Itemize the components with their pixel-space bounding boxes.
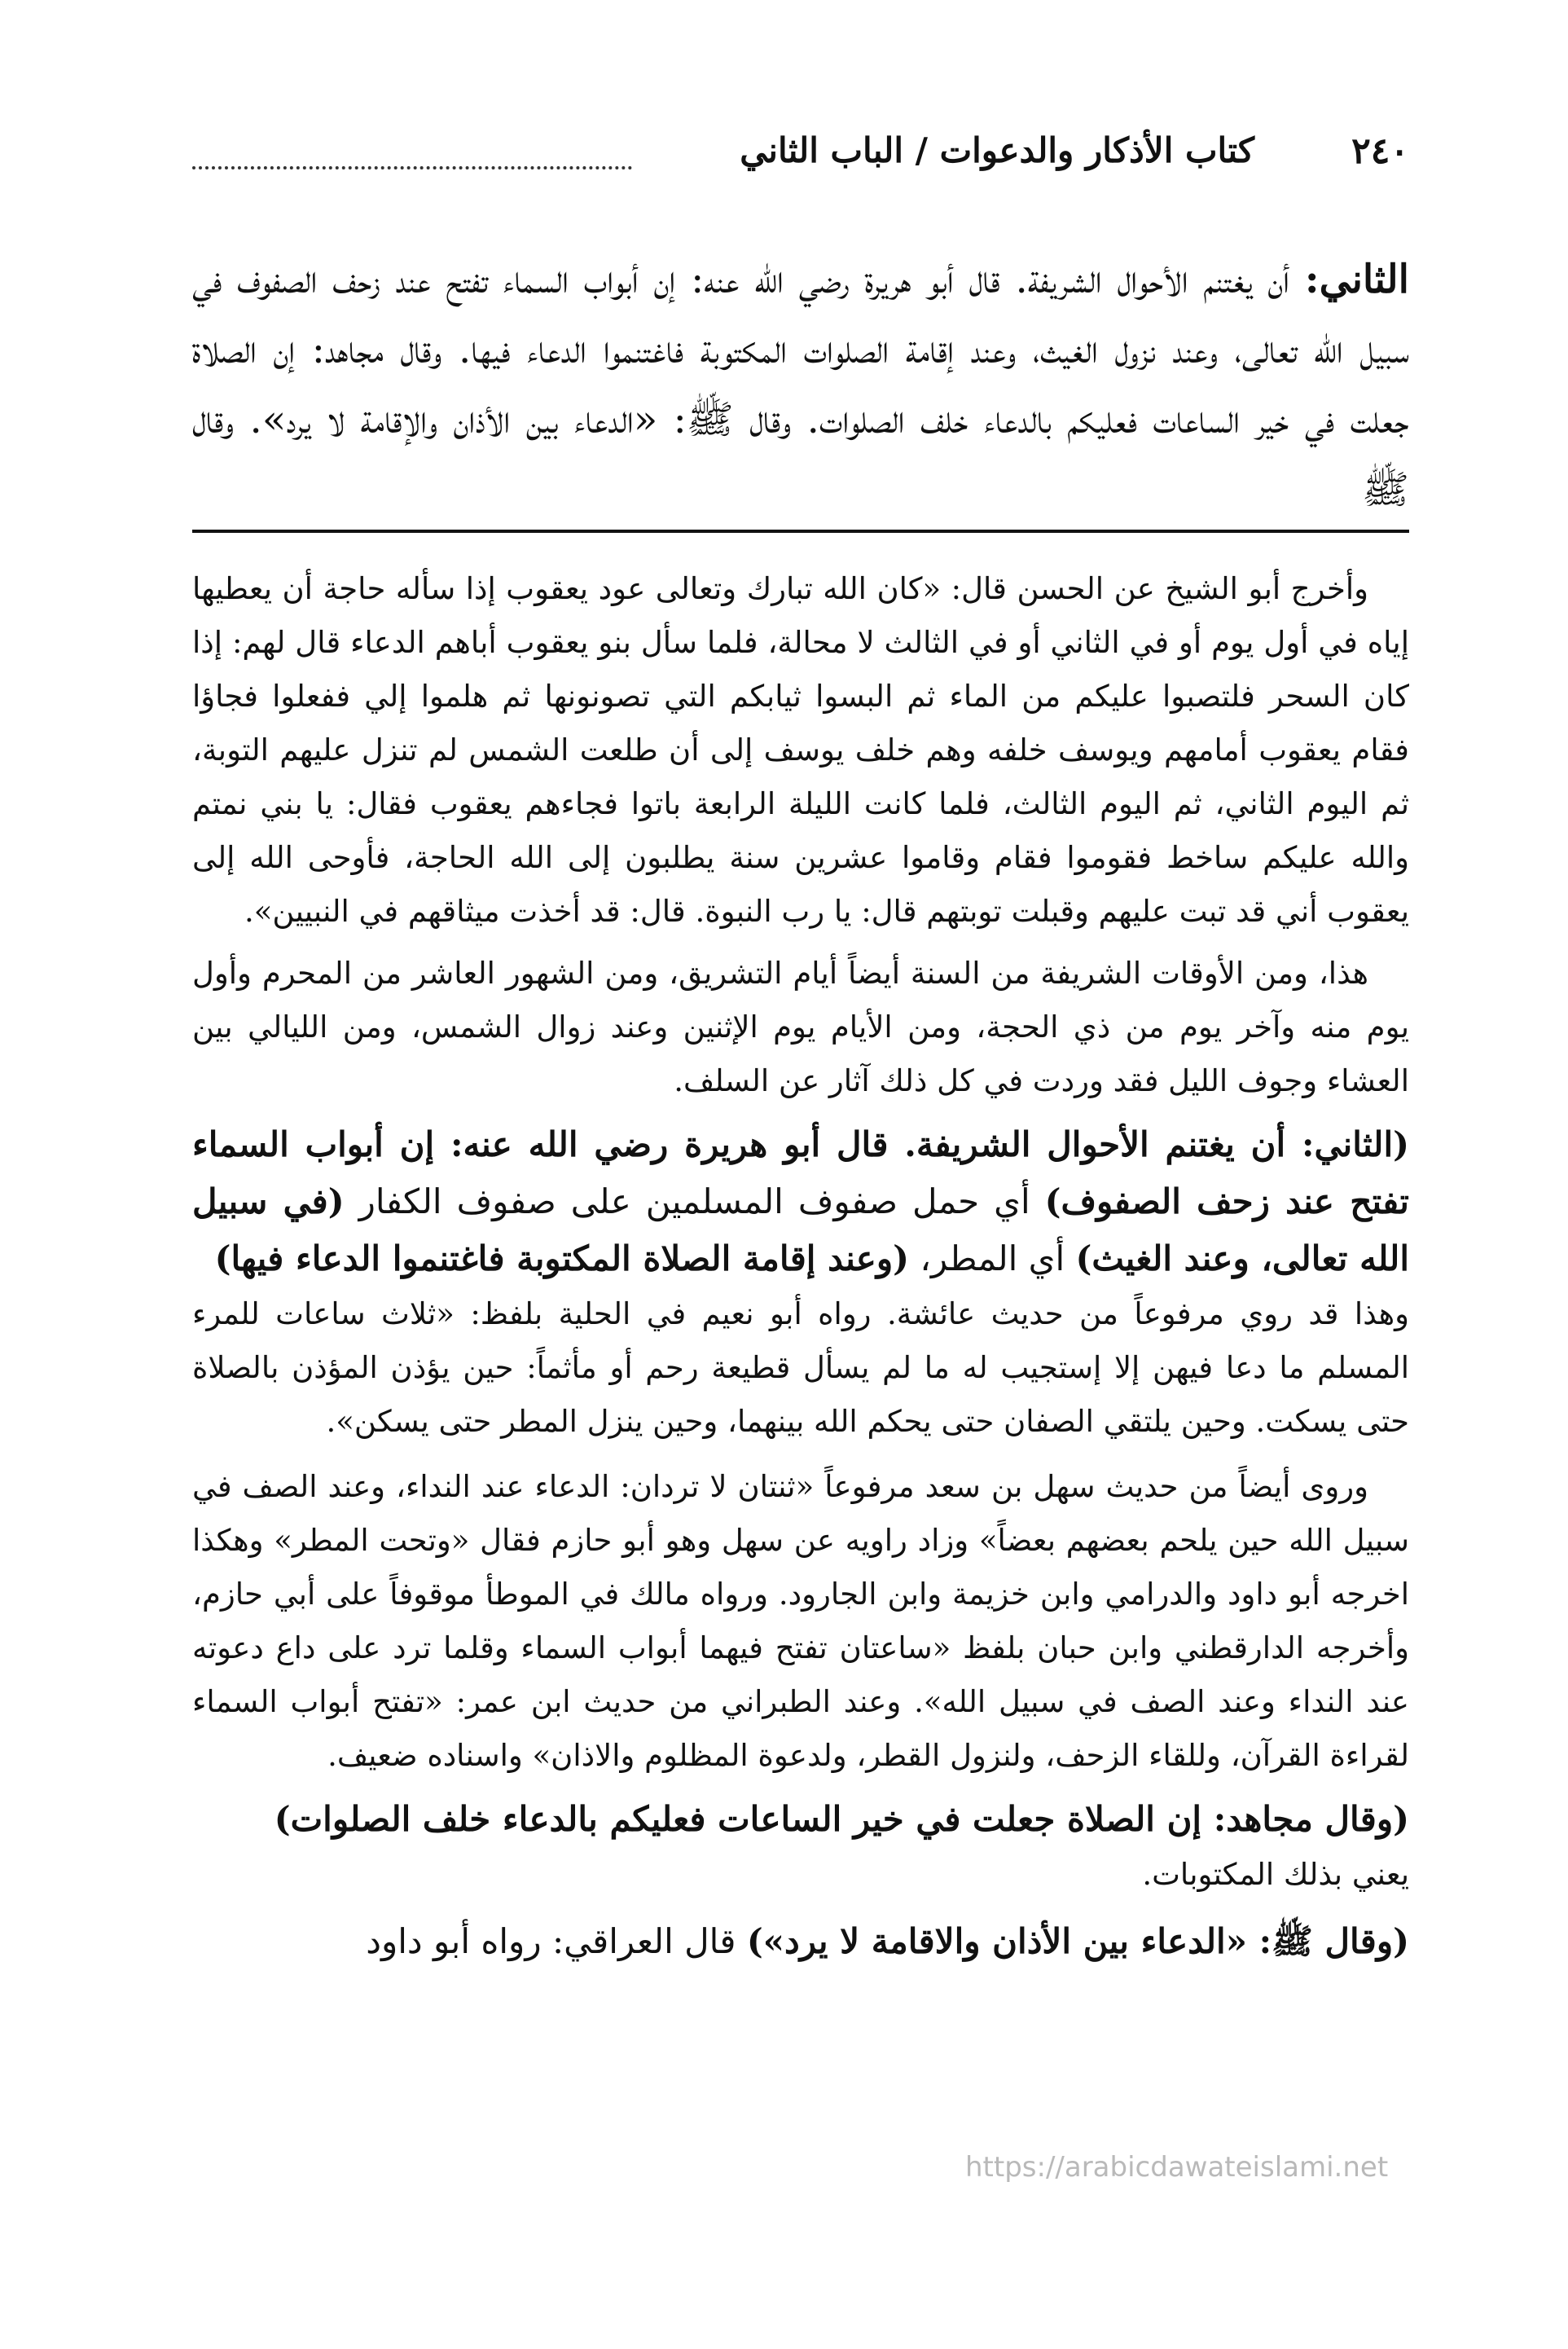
quoted-passage-2: (وقال مجاهد: إن الصلاة جعلت في خير الساعات فعليكم بالدعاء خلف الصلوات) [274,1799,1409,1839]
quote-1-gloss-a: أي حمل صفوف المسلمين على صفوف الكفار [344,1181,1045,1221]
quote-1-part-a: (الثاني: أن يغتنم الأحوال الشريفة. قال أبو هريرة رضي الله عنه: إن أبواب السماء تفتح عند زحف الصفوف) [192,1124,1409,1221]
page-number: ٢٤٠ [1351,130,1409,172]
quote-3-plain: قال العراقي: رواه أبو داود [366,1921,747,1961]
quote-1-part-b: (في سبيل الله تعالى، وعند الغيث) [192,1181,1409,1278]
quote-1-gloss-b: أي المطر، [909,1238,1076,1278]
commentary-paragraph-5: يعني بذلك المكتوبات. [1142,1857,1409,1892]
quote-3-bold: (وقال ﷺ: «الدعاء بين الأذان والاقامة لا يرد») [746,1921,1409,1961]
page-header [192,122,1409,187]
commentary-paragraph-1: وأخرج أبو الشيخ عن الحسن قال: «كان الله تبارك وتعالى عود يعقوب إذا سأله حاجة أن يعطيها إياه في أول يوم أو في الثاني أو في الثالث لا محالة، فلما سأل بنو يعقوب أباهم الدعاء قال لهم: إذا كان السحر فلتصبوا عليكم من الماء ثم البسوا ثيابكم التي تصونونها ثم هلموا إلي ففعلوا فجاؤا فقام يعقوب أمامهم ويوسف خلفه وهم خلف يوسف إلى أن طلعت الشمس لم تنزل عليهم التوبة، ثم اليوم الثاني، ثم اليوم الثالث، فلما كانت الليلة الرابعة باتوا فجاءهم يعقوب فقال: يا بني نمتم والله عليكم ساخط فقوموا فقام وقاموا عشرين سنة يطلبون إلى الله الحاجة، فأوحى الله إلى يعقوب أني قد تبت عليهم وقبلت توبتهم قال: يا رب النبوة. قال: قد أخذت ميثاقهم في النبيين». [192,571,1409,929]
header-dotted-leader [192,166,632,169]
footnote-divider [192,530,1409,533]
commentary-paragraph-4: وروى أيضاً من حديث سهل بن سعد مرفوعاً «ثنتان لا تردان: الدعاء عند النداء، وعند الصف في سبيل الله حين يلحم بعضهم بعضاً» وزاد راويه عن سهل وهو أبو حازم فقال «وتحت المطر» وهكذا اخرجه أبو داود والدرامي وابن خزيمة وابن الجارود. ورواه مالك في الموطأ موقوفاً على أبي حازم، وأخرجه الدارقطني وابن حبان بلفظ «ساعتان تفتح فيهما أبواب السماء وقلما ترد على داع دعوته عند النداء وعند الصف في سبيل الله». وعند الطبراني من حديث ابن عمر: «تفتح أبواب السماء لقراءة القرآن، وللقاء الزحف، ولنزول القطر، ولدعوة المظلوم والاذان» واسناده ضعيف. [192,1469,1409,1773]
source-watermark: https://arabicdawateislami.net [965,2151,1389,2184]
quoted-passage-1 [192,1116,1409,1287]
main-text-block [192,244,1409,525]
quote-1-part-c: (وعند إقامة الصلاة المكتوبة فاغتنموا الدعاء فيها) [214,1238,910,1278]
quoted-passage-3 [192,1913,1409,1970]
running-title: كتاب الأذكار والدعوات / الباب الثاني [740,130,1254,170]
commentary-block [192,562,1409,1970]
main-text-lead: الثاني: [1304,257,1409,302]
commentary-paragraph-3: وهذا قد روي مرفوعاً من حديث عائشة. رواه أبو نعيم في الحلية بلفظ: «ثلاث ساعات للمرء المسلم ما دعا فيهن إلا إستجيب له ما لم يسأل قطيعة رحم أو مأثماً: حين يؤذن المؤذن بالصلاة حتى يسكت. وحين يلتقي الصفان حتى يحكم الله بينهما، وحين ينزل المطر حتى يسكن». [192,1296,1409,1439]
main-text-body: أن يغتنم الأحوال الشريفة. قال أبو هريرة رضي الله عنه: إن أبواب السماء تفتح عند زحف الصفوف في سبيل الله تعالى، وعند نزول الغيث، وعند إقامة الصلوات المكتوبة فاغتنموا الدعاء فيها. وقال مجاهد: إن الصلاة جعلت في خير الساعات فعليكم بالدعاء خلف الصلوات. وقال ﷺ: «الدعاء بين الأذان والإقامة لا يرد». وقال ﷺ [192,257,1409,512]
commentary-paragraph-2: هذا، ومن الأوقات الشريفة من السنة أيضاً أيام التشريق، ومن الشهور العاشر من المحرم وأول يوم منه وآخر يوم من ذي الحجة، ومن الأيام يوم الإثنين وعند زوال الشمس، ومن الليالي بين العشاء وجوف الليل فقد وردت في كل ذلك آثار عن السلف. [192,956,1409,1098]
